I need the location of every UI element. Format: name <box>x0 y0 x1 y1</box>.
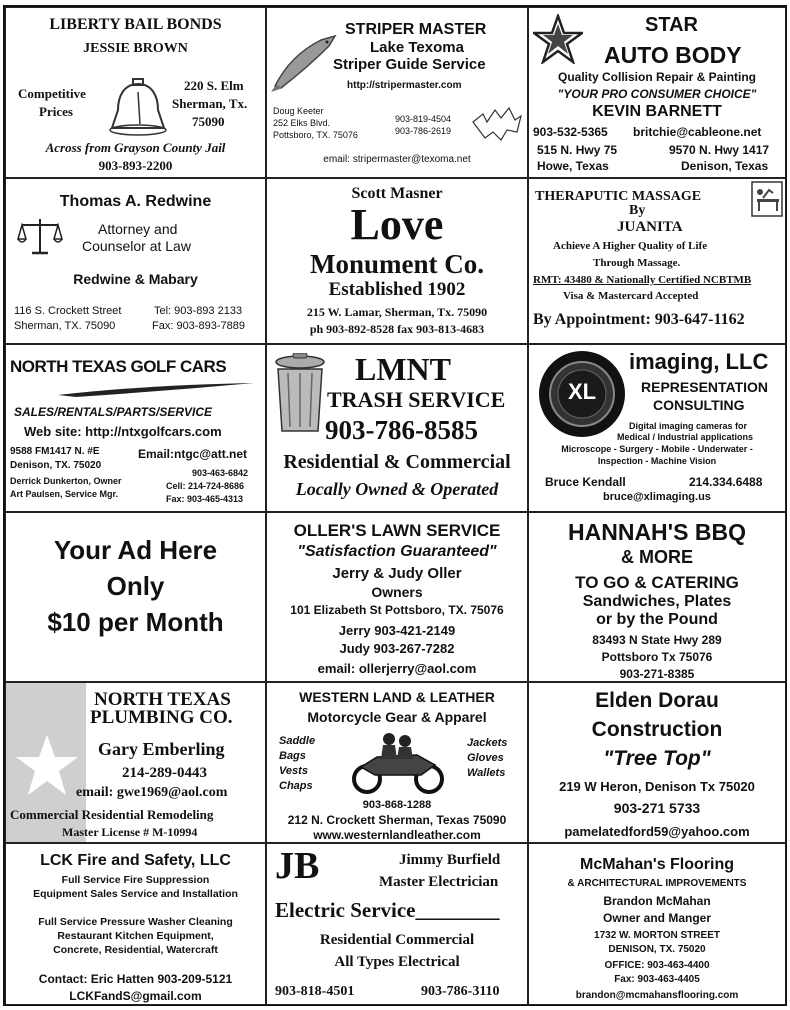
jb-logo: JB <box>275 845 320 887</box>
liberty-addr2: Sherman, Tx. <box>172 96 248 111</box>
lck-line2: Equipment Sales Service and Installation <box>33 888 238 900</box>
ad-elden-dorau <box>528 682 786 843</box>
striper-addr2: Pottsboro, TX. 75076 <box>273 130 358 140</box>
jb-line1: Residential Commercial <box>319 932 475 948</box>
redwine-title1: Attorney and <box>98 221 178 237</box>
love-person: Scott Masner <box>351 185 443 202</box>
liberty-location: Across from Grayson County Jail <box>45 140 226 155</box>
hannah-line1: TO GO & CATERING <box>575 573 739 592</box>
golf-cell: Cell: 214-724-8686 <box>166 481 245 491</box>
lmnt-phone: 903-786-8585 <box>325 415 478 445</box>
golf-swoosh-icon <box>56 381 256 399</box>
plumbing-email: email: gwe1969@aol.com <box>76 785 228 800</box>
golf-fax: Fax: 903-465-4313 <box>166 494 244 504</box>
striper-phone2: 903-786-2619 <box>395 126 452 136</box>
star-addr2b: Denison, Texas <box>681 159 769 173</box>
massage-appointment: By Appointment: 903-647-1162 <box>533 311 745 328</box>
star-person: KEVIN BARNETT <box>592 103 722 120</box>
massage-by: By <box>629 203 646 218</box>
lck-email: LCKFandS@gmail.com <box>69 989 202 1003</box>
lck-line4: Restaurant Kitchen Equipment, <box>57 930 214 942</box>
love-name2: Monument Co. <box>310 249 484 279</box>
liberty-phone: 903-893-2200 <box>98 158 173 173</box>
massage-juanita: JUANITA <box>617 219 683 235</box>
liberty-bell-icon <box>102 78 174 140</box>
star-addr1a: 515 N. Hwy 75 <box>537 143 618 157</box>
hannah-line3: or by the Pound <box>596 611 718 628</box>
star-icon <box>533 14 583 64</box>
lmnt-trash-service: TRASH SERVICE <box>327 387 506 412</box>
striper-title3: Striper Guide Service <box>333 56 486 73</box>
ad-north-texas-golf-cars <box>5 344 266 512</box>
oller-email: email: ollerjerry@aol.com <box>317 661 477 676</box>
striper-phone1: 903-819-4504 <box>395 114 452 124</box>
redwine-firm: Redwine & Mabary <box>73 271 198 287</box>
western-phone: 903-868-1288 <box>362 799 432 811</box>
jb-title: Master Electrician <box>379 874 499 890</box>
your-ad-line1: Your Ad Here <box>53 535 218 565</box>
oller-slogan: "Satisfaction Guaranteed" <box>297 543 497 560</box>
golf-person1: Derrick Dunkerton, Owner <box>10 476 122 486</box>
mcmahan-name: McMahan's Flooring <box>579 856 735 873</box>
ad-love-monument <box>266 178 528 344</box>
oller-addr: 101 Elizabeth St Pottsboro, TX. 75076 <box>290 603 504 617</box>
plumbing-name2: PLUMBING CO. <box>90 707 233 728</box>
ad-lmnt-trash <box>266 344 528 512</box>
western-tagline: Motorcycle Gear & Apparel <box>307 709 487 725</box>
liberty-addr1: 220 S. Elm <box>184 78 244 93</box>
redwine-title2: Counselor at Law <box>82 238 191 254</box>
lck-contact: Contact: Eric Hatten 903-209-5121 <box>38 972 233 986</box>
jb-phone2: 903-786-3110 <box>421 984 500 999</box>
trash-can-icon <box>273 353 327 435</box>
motorcycle-icon <box>347 731 447 795</box>
mcmahan-fax: Fax: 903-463-4405 <box>614 974 700 985</box>
ad-hannahs-bbq <box>528 512 786 682</box>
oller-name: OLLER'S LAWN SERVICE <box>293 521 501 540</box>
jb-name: Electric Service________ <box>275 898 500 922</box>
dorau-name2: Construction <box>591 718 723 741</box>
golf-name: NORTH TEXAS GOLF CARS <box>10 357 227 376</box>
oller-phone1: Jerry 903-421-2149 <box>338 623 456 638</box>
ad-xl-imaging <box>528 344 786 512</box>
hannah-name: HANNAH'S BBQ <box>568 519 746 545</box>
ad-liberty-bail-bonds <box>5 7 266 178</box>
lmnt-line2: Locally Owned & Operated <box>295 479 499 499</box>
xl-desc1: Digital imaging cameras for <box>629 421 748 431</box>
massage-line1: Achieve A Higher Quality of Life <box>553 240 708 252</box>
striper-title2: Lake Texoma <box>370 39 464 56</box>
star-slogan: "YOUR PRO CONSUMER CHOICE" <box>557 87 757 101</box>
massage-cards: Visa & Mastercard Accepted <box>563 290 699 302</box>
striper-title1: STRIPER MASTER <box>345 21 487 38</box>
redwine-name: Thomas A. Redwine <box>59 193 212 210</box>
golf-services: SALES/RENTALS/PARTS/SERVICE <box>14 405 213 419</box>
ad-redwine-attorney <box>5 178 266 344</box>
xl-name: imaging, LLC <box>629 349 769 374</box>
mcmahan-office: OFFICE: 903-463-4400 <box>604 960 710 971</box>
hannah-addr2: Pottsboro Tx 75076 <box>601 650 713 664</box>
liberty-name: LIBERTY BAIL BONDS <box>49 16 222 33</box>
massage-line2: Through Massage. <box>593 257 681 269</box>
love-name1: Love <box>350 200 444 249</box>
striper-email: email: stripermaster@texoma.net <box>323 154 471 165</box>
ad-jb-electric <box>266 843 528 1005</box>
redwine-tel: Tel: 903-893 2133 <box>154 305 243 317</box>
oller-phone2: Judy 903-267-7282 <box>339 641 455 656</box>
xl-logo-text: XL <box>567 379 597 404</box>
lck-line3: Full Service Pressure Washer Cleaning <box>38 916 233 928</box>
ad-striper-master <box>266 7 528 178</box>
xl-desc3: Microscope - Surgery - Mobile - Underwater - <box>561 444 753 454</box>
golf-addr2: Denison, TX. 75020 <box>10 460 102 471</box>
love-established: Established 1902 <box>328 279 466 300</box>
love-phones: ph 903-892-8528 fax 903-813-4683 <box>309 322 485 336</box>
your-ad-line3: $10 per Month <box>47 607 224 637</box>
mcmahan-addr2: DENISON, TX. 75020 <box>608 944 706 955</box>
plumbing-services: Commercial Residential Remodeling <box>10 807 214 822</box>
xl-representation: REPRESENTATION <box>641 379 769 395</box>
scales-of-justice-icon <box>16 215 64 257</box>
western-web: www.westernlandleather.com <box>313 828 481 842</box>
plumbing-person: Gary Emberling <box>98 739 225 759</box>
love-addr: 215 W. Lamar, Sherman, Tx. 75090 <box>306 305 488 319</box>
western-right2: Gloves <box>467 752 504 764</box>
star-addr1b: Howe, Texas <box>537 159 609 173</box>
liberty-person: JESSIE BROWN <box>83 41 188 56</box>
xl-desc4: Inspection - Machine Vision <box>597 456 717 466</box>
ad-ollers-lawn <box>266 512 528 682</box>
striper-url: http://stripermaster.com <box>347 80 462 91</box>
hannah-phone: 903-271-8385 <box>619 667 695 681</box>
mcmahan-person: Brandon McMahan <box>603 894 711 908</box>
massage-table-icon <box>751 181 783 217</box>
dorau-phone: 903-271 5733 <box>613 800 701 816</box>
western-right1: Jackets <box>467 737 508 749</box>
star-title1: STAR <box>645 14 698 36</box>
fish-icon <box>269 30 341 92</box>
plumbing-license: Master License # M-10994 <box>62 825 198 839</box>
golf-phone: 903-463-6842 <box>192 468 249 478</box>
texas-star-icon <box>14 733 80 797</box>
mcmahan-email: brandon@mcmahansflooring.com <box>575 990 739 1001</box>
star-addr2a: 9570 N. Hwy 1417 <box>669 143 770 157</box>
golf-email: Email:ntgc@att.net <box>138 447 248 461</box>
oller-owners2: Owners <box>371 584 423 600</box>
ad-western-land-leather <box>266 682 528 843</box>
plumbing-name1: NORTH TEXAS <box>94 689 231 710</box>
jb-phone1: 903-818-4501 <box>275 984 355 999</box>
mcmahan-title: Owner and Manger <box>602 911 712 925</box>
ad-your-ad-here <box>5 512 266 682</box>
redwine-fax: Fax: 903-893-7889 <box>152 320 245 332</box>
ad-star-auto-body <box>528 7 786 178</box>
striper-person: Doug Keeter <box>273 106 324 116</box>
western-left3: Vests <box>279 765 308 777</box>
ad-north-texas-plumbing <box>5 682 266 843</box>
western-left4: Chaps <box>279 780 313 792</box>
ad-grid <box>3 5 787 1006</box>
lck-line5: Concrete, Residential, Watercraft <box>53 944 218 956</box>
ad-lck-fire-safety <box>5 843 266 1005</box>
hannah-line2: Sandwiches, Plates <box>582 593 732 610</box>
dorau-addr: 219 W Heron, Denison Tx 75020 <box>559 779 755 794</box>
lck-line1: Full Service Fire Suppression <box>61 874 210 886</box>
lmnt-line1: Residential & Commercial <box>283 451 511 473</box>
xl-phone: 214.334.6488 <box>689 475 763 489</box>
jb-person: Jimmy Burfield <box>399 852 501 868</box>
xl-email: bruce@xlimaging.us <box>603 491 711 503</box>
liberty-prices: Prices <box>39 104 73 119</box>
hannah-addr1: 83493 N State Hwy 289 <box>592 633 722 647</box>
liberty-competitive: Competitive <box>18 86 86 101</box>
hannah-more: & MORE <box>621 547 693 567</box>
star-email: britchie@cableone.net <box>633 125 762 139</box>
lake-map-icon <box>465 92 525 152</box>
redwine-addr2: Sherman, TX. 75090 <box>14 320 116 332</box>
mcmahan-addr1: 1732 W. MORTON STREET <box>594 930 720 941</box>
golf-person2: Art Paulsen, Service Mgr. <box>10 489 119 499</box>
dorau-email: pamelatedford59@yahoo.com <box>564 824 750 839</box>
golf-web: Web site: http://ntxgolfcars.com <box>24 424 222 439</box>
lmnt-name: LMNT <box>355 351 451 387</box>
liberty-addr3: 75090 <box>192 114 225 129</box>
massage-title: THERAPUTIC MASSAGE <box>535 189 702 204</box>
western-name: WESTERN LAND & LEATHER <box>299 689 495 705</box>
star-phone: 903-532-5365 <box>533 125 608 139</box>
lck-name: LCK Fire and Safety, LLC <box>40 852 231 869</box>
western-left2: Bags <box>279 750 306 762</box>
ad-theraputic-massage <box>528 178 786 344</box>
golf-addr1: 9588 FM1417 N. #E <box>10 446 100 457</box>
plumbing-phone: 214-289-0443 <box>122 765 207 781</box>
star-tagline: Quality Collision Repair & Painting <box>557 70 757 84</box>
massage-certification: RMT: 43480 & Nationally Certified NCBTMB <box>533 274 752 286</box>
star-title2: AUTO BODY <box>604 42 742 68</box>
ad-mcmahans-flooring <box>528 843 786 1005</box>
western-left1: Saddle <box>279 735 316 747</box>
redwine-addr1: 116 S. Crockett Street <box>14 305 122 317</box>
western-addr: 212 N. Crockett Sherman, Texas 75090 <box>287 813 507 827</box>
your-ad-line2: Only <box>106 571 165 601</box>
xl-person: Bruce Kendall <box>545 475 626 489</box>
xl-consulting: CONSULTING <box>653 397 745 413</box>
xl-desc2: Medical / Industrial applications <box>617 432 754 442</box>
dorau-name1: Elden Dorau <box>595 689 719 712</box>
jb-line2: All Types Electrical <box>334 954 460 970</box>
mcmahan-line1: & ARCHITECTURAL IMPROVEMENTS <box>567 878 747 889</box>
western-right3: Wallets <box>467 767 506 779</box>
oller-owners1: Jerry & Judy Oller <box>332 565 462 582</box>
dorau-nickname: "Tree Top" <box>603 747 711 770</box>
striper-addr1: 252 Elks Blvd. <box>273 118 331 128</box>
